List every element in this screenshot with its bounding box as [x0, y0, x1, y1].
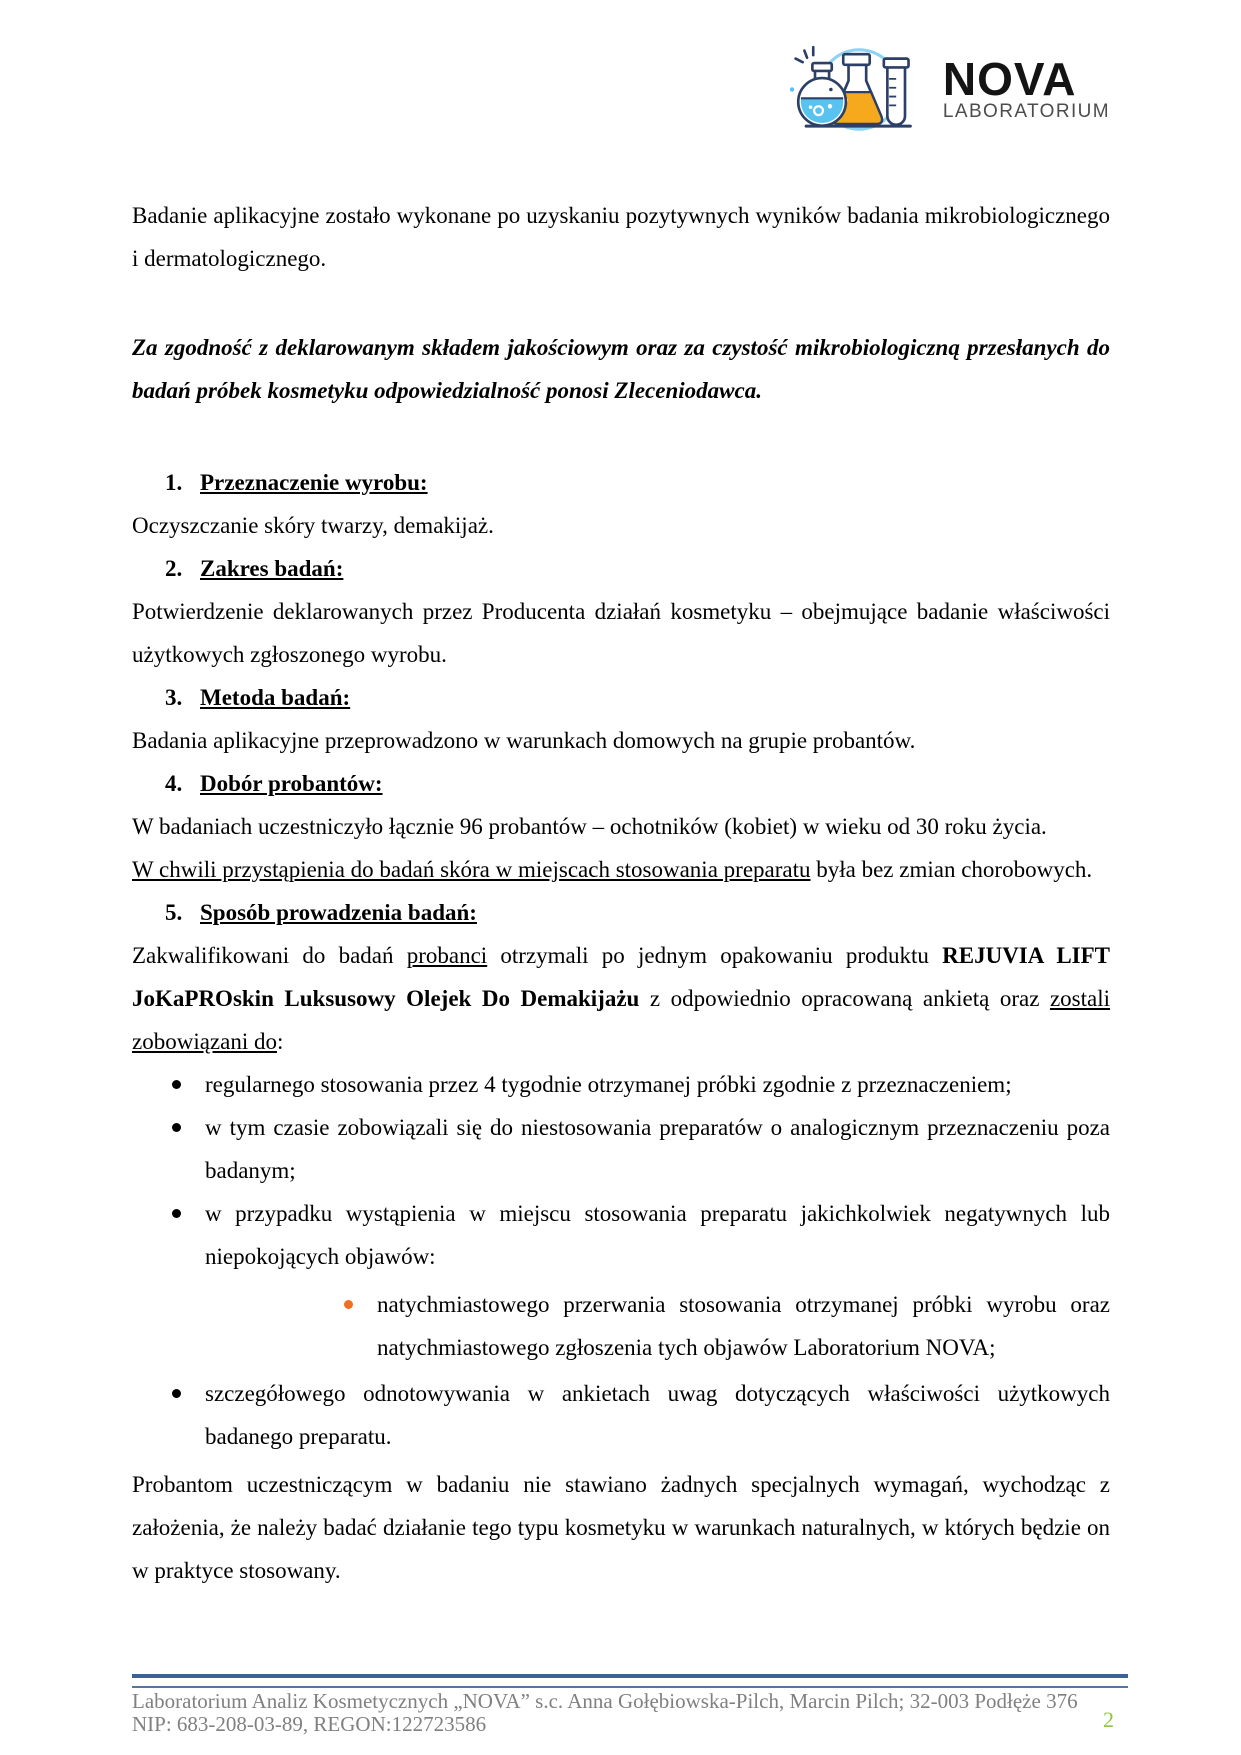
section-1-body: Oczyszczanie skóry twarzy, demakijaż.	[132, 513, 494, 538]
product-name-bold: REJUVIA LIFT JoKaPROskin Luksusowy Olejek Do Demakijażu	[132, 943, 1111, 1011]
bullet-text: regularnego stosowania przez 4 tygodnie otrzymanej próbki zgodnie z przeznaczeniem;	[205, 1072, 1012, 1097]
disclaimer-paragraph: Za zgodność z deklarowanym składem jakościowym oraz za czystość mikrobiologiczną przesłanych do badań próbek kosmetyku odpowiedzialność ponosi Zleceniodawca.	[132, 335, 1110, 403]
section-2-body: Potwierdzenie deklarowanych przez Producenta działań kosmetyku – obejmujące badanie właściwości użytkowych zgłoszonego wyrobu.	[132, 599, 1110, 667]
section-1-number: 1.	[165, 470, 183, 495]
nested-bullet-item-1	[132, 1283, 1110, 1369]
section-5-number: 5.	[165, 900, 183, 925]
section-4-number: 4.	[165, 771, 183, 796]
bullet-text: szczegółowego odnotowywania w ankietach uwag dotyczących właściwości użytkowych badanego preparatu.	[205, 1381, 1110, 1449]
plain-text: była bez zmian chorobowych.	[810, 857, 1093, 882]
bullet-icon	[172, 1389, 181, 1398]
nova-logo	[132, 0, 1110, 137]
lab-flasks-icon	[785, 42, 935, 137]
section-3-number: 3.	[165, 685, 183, 710]
section-3-heading	[132, 676, 1110, 719]
section-4-body: W badaniach uczestniczyło łącznie 96 probantów – ochotników (kobiet) w wieku od 30 roku życia.	[132, 814, 1047, 839]
section-3-body: Badania aplikacyjne przeprowadzono w warunkach domowych na grupie probantów.	[132, 728, 916, 753]
plain-text: z odpowiednio opracowaną ankietą oraz	[639, 986, 1050, 1011]
section-5-heading	[132, 891, 1110, 934]
bullet-icon	[172, 1123, 181, 1132]
section-4-title: Dobór probantów:	[200, 771, 383, 796]
footer-divider	[132, 1674, 1128, 1688]
underlined-text: W chwili przystąpienia do badań skóra w miejscach stosowania preparatu	[132, 857, 811, 882]
plain-text: Zakwalifikowani do badań	[132, 943, 407, 968]
footer-ids-line: NIP: 683-208-03-89, REGON:122723586	[132, 1712, 487, 1736]
footer-text	[132, 1690, 1082, 1736]
section-1-title: Przeznaczenie wyrobu:	[200, 470, 428, 495]
section-4-note	[132, 848, 1110, 891]
closing-paragraph: Probantom uczestniczącym w badaniu nie stawiano żadnych specjalnych wymagań, wychodząc z założenia, że należy badać działanie tego typu kosmetyku w warunkach naturalnych, w których będzie on w praktyce stosowany.	[132, 1472, 1110, 1583]
section-3-title: Metoda badań:	[200, 685, 351, 710]
logo-subtitle: LABORATORIUM	[942, 101, 1110, 122]
bullet-icon	[172, 1080, 181, 1089]
intro-paragraph: Badanie aplikacyjne zostało wykonane po uzyskaniu pozytywnych wyników badania mikrobiologicznego i dermatologicznego.	[132, 203, 1110, 271]
bullet-item-2	[132, 1106, 1110, 1192]
section-2-title: Zakres badań:	[200, 556, 344, 581]
bullet-item-3	[132, 1192, 1110, 1278]
bullet-text: w przypadku wystąpienia w miejscu stosowania preparatu jakichkolwiek negatywnych lub niepokojących objawów:	[205, 1201, 1110, 1269]
page-number: 2	[1103, 1707, 1114, 1732]
logo-text	[942, 53, 1110, 122]
underlined-text: zostali zobowiązani do	[132, 986, 1110, 1054]
section-5-title: Sposób prowadzenia badań:	[200, 900, 477, 925]
section-1-heading	[132, 461, 1110, 504]
logo-name: NOVA	[942, 53, 1077, 105]
plain-text: :	[276, 1029, 284, 1054]
underlined-text: probanci	[406, 943, 488, 968]
bullet-text: w tym czasie zobowiązali się do niestosowania preparatów o analogicznym przeznaczeniu poza badanym;	[205, 1115, 1110, 1183]
section-2-heading	[132, 547, 1110, 590]
page-footer	[132, 1674, 1128, 1736]
orange-bullet-icon	[344, 1300, 353, 1309]
bullet-text: natychmiastowego przerwania stosowania otrzymanej próbki wyrobu oraz natychmiastowego zgłoszenia tych objawów Laboratorium NOVA;	[377, 1292, 1110, 1360]
section-2-number: 2.	[165, 556, 183, 581]
bullet-item-4	[132, 1372, 1110, 1458]
section-4-heading	[132, 762, 1110, 805]
bullet-item-1	[132, 1063, 1110, 1106]
section-5-paragraph	[132, 934, 1110, 1063]
bullet-icon	[172, 1209, 181, 1218]
footer-company-line: Laboratorium Analiz Kosmetycznych „NOVA” s.c. Anna Gołębiowska-Pilch, Marcin Pilch; 32-003 Podłęże 376	[132, 1689, 1078, 1713]
plain-text: otrzymali po jednym opakowaniu produktu	[487, 943, 943, 968]
